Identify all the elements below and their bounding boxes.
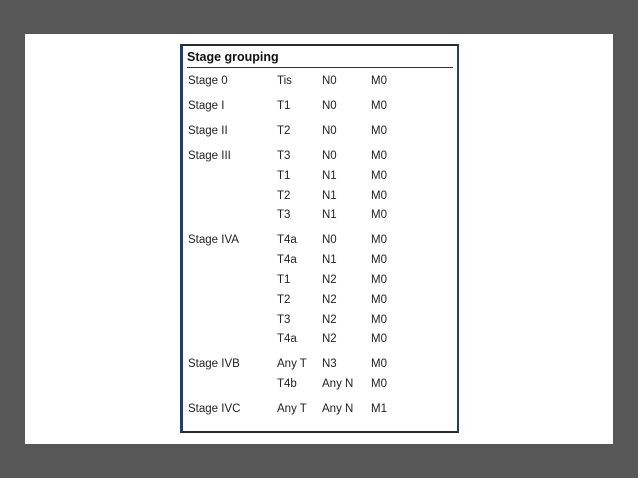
n-cell: N0 (322, 99, 337, 112)
t-cell: Any T (277, 358, 307, 371)
t-cell: T1 (277, 99, 291, 112)
table-row (183, 374, 457, 394)
t-cell: T1 (277, 169, 291, 182)
t-cell: T3 (277, 149, 291, 162)
t-cell: T3 (277, 209, 291, 222)
m-cell: M0 (371, 234, 387, 247)
n-cell: N3 (322, 358, 337, 371)
m-cell: M0 (371, 333, 387, 346)
table-row (183, 310, 457, 330)
n-cell: N0 (322, 234, 337, 247)
table-row (183, 329, 457, 349)
m-cell: M0 (371, 209, 387, 222)
m-cell: M0 (371, 149, 387, 162)
n-cell: N0 (322, 124, 337, 137)
table-row (183, 121, 457, 141)
n-cell: N2 (322, 333, 337, 346)
n-cell: N1 (322, 209, 337, 222)
table-row (183, 186, 457, 206)
m-cell: M0 (371, 313, 387, 326)
m-cell: M0 (371, 169, 387, 182)
table-row (183, 230, 457, 250)
t-cell: T2 (277, 293, 291, 306)
n-cell: Any N (322, 403, 354, 416)
m-cell: M0 (371, 378, 387, 391)
n-cell: N0 (322, 75, 337, 87)
stage-grouping-table (180, 44, 459, 433)
n-cell: Any N (322, 378, 354, 391)
t-cell: Any T (277, 403, 307, 416)
table-row (183, 270, 457, 290)
n-cell: N1 (322, 169, 337, 182)
n-cell: N2 (322, 293, 337, 306)
stage-cell: Stage IVC (188, 403, 241, 416)
m-cell: M0 (371, 75, 387, 87)
stage-cell: Stage IVB (188, 358, 240, 371)
n-cell: N0 (322, 149, 337, 162)
t-cell: T4b (277, 378, 297, 391)
table-row (183, 71, 457, 91)
n-cell: N2 (322, 273, 337, 286)
t-cell: T4a (277, 234, 297, 247)
stage-cell: Stage 0 (188, 75, 228, 87)
n-cell: N1 (322, 189, 337, 202)
table-row (183, 399, 457, 419)
stage-cell: Stage III (188, 149, 231, 162)
t-cell: T4a (277, 254, 297, 267)
table-title: Stage grouping (187, 50, 279, 64)
t-cell: Tis (277, 75, 292, 87)
slide (25, 34, 613, 444)
table-row (183, 146, 457, 166)
t-cell: T3 (277, 313, 291, 326)
m-cell: M1 (371, 403, 387, 416)
title-divider (187, 67, 453, 68)
table-row (183, 354, 457, 374)
m-cell: M0 (371, 254, 387, 267)
t-cell: T2 (277, 124, 291, 137)
m-cell: M0 (371, 124, 387, 137)
n-cell: N2 (322, 313, 337, 326)
table-row (183, 166, 457, 186)
m-cell: M0 (371, 358, 387, 371)
m-cell: M0 (371, 99, 387, 112)
stage-cell: Stage IVA (188, 234, 239, 247)
table-row (183, 250, 457, 270)
table-row (183, 205, 457, 225)
t-cell: T4a (277, 333, 297, 346)
m-cell: M0 (371, 273, 387, 286)
n-cell: N1 (322, 254, 337, 267)
table-row (183, 96, 457, 116)
stage-cell: Stage I (188, 99, 225, 112)
t-cell: T1 (277, 273, 291, 286)
table-body (183, 69, 457, 419)
table-row (183, 290, 457, 310)
stage-cell: Stage II (188, 124, 228, 137)
m-cell: M0 (371, 293, 387, 306)
m-cell: M0 (371, 189, 387, 202)
t-cell: T2 (277, 189, 291, 202)
